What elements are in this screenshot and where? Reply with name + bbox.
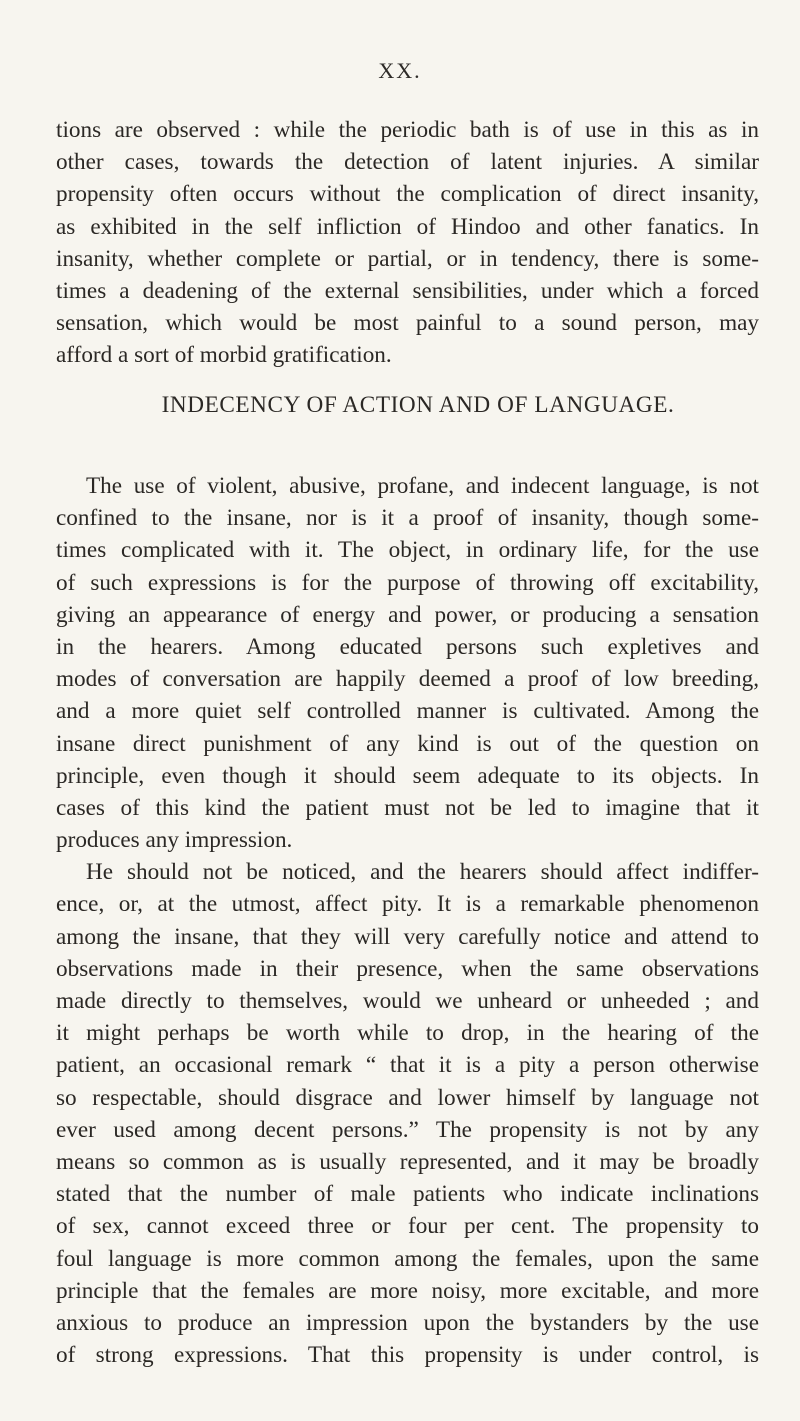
text-line: insanity, whether complete or partial, or in tendency, there is some- bbox=[56, 245, 759, 272]
paragraph-indecent-language bbox=[56, 470, 759, 856]
text-line: and a more quiet self controlled manner is cultivated. Among the bbox=[56, 698, 759, 725]
text-line: cases of this kind the patient must not be led to imagine that it bbox=[56, 794, 759, 821]
text-line: times complicated with it. The object, in ordinary life, for the use bbox=[56, 537, 759, 564]
text-line: as exhibited in the self infliction of Hindoo and other fanatics. In bbox=[56, 213, 759, 240]
text-line: confined to the insane, nor is it a proof of insanity, though some- bbox=[56, 505, 759, 532]
text-line: times a deadening of the external sensibilities, under which a forced bbox=[56, 277, 759, 304]
text-line: insane direct punishment of any kind is out of the question on bbox=[56, 730, 759, 757]
paragraph-self-infliction bbox=[56, 114, 759, 372]
text-line: ever used among decent persons.” The propensity is not by any bbox=[56, 1116, 759, 1143]
text-line: giving an appearance of energy and power, or producing a sensation bbox=[56, 601, 759, 628]
section-heading: INDECENCY OF ACTION AND OF LANGUAGE. bbox=[161, 392, 675, 418]
text-line: means so common as is usually represented, and it may be broadly bbox=[56, 1148, 759, 1175]
text-line: stated that the number of male patients who indicate inclinations bbox=[56, 1181, 759, 1208]
text-line: of strong expressions. That this propensity is under control, is bbox=[56, 1342, 759, 1369]
text-line: made directly to themselves, would we unheard or unheeded ; and bbox=[56, 988, 759, 1014]
text-line: principle, even though it should seem adequate to its objects. In bbox=[56, 762, 759, 789]
text-line: of sex, cannot exceed three or four per cent. The propensity to bbox=[56, 1213, 759, 1240]
text-line: observations made in their presence, when the same observations bbox=[56, 955, 759, 982]
text-line: foul language is more common among the females, upon the same bbox=[56, 1245, 759, 1272]
text-line: The use of violent, abusive, profane, and indecent language, is not bbox=[86, 473, 759, 499]
text-line: He should not be noticed, and the hearers should affect indiffer- bbox=[86, 859, 759, 886]
text-line: patient, an occasional remark “ that it is a pity a person otherwise bbox=[56, 1052, 759, 1079]
text-line: sensation, which would be most painful to a sound person, may bbox=[56, 310, 759, 337]
paragraph-treatment bbox=[56, 856, 759, 1371]
text-line: in the hearers. Among educated persons such expletives and bbox=[56, 633, 759, 660]
text-line: produces any impression. bbox=[56, 827, 293, 854]
text-line: propensity often occurs without the complication of direct insanity, bbox=[56, 181, 759, 208]
text-line: principle that the females are more noisy, more excitable, and more bbox=[56, 1277, 759, 1304]
text-line: modes of conversation are happily deemed a proof of low breeding, bbox=[56, 666, 759, 693]
text-line: afford a sort of morbid gratification. bbox=[56, 342, 392, 369]
text-line: anxious to produce an impression upon the bystanders by the use bbox=[56, 1309, 759, 1336]
text-line: other cases, towards the detection of latent injuries. A similar bbox=[56, 149, 759, 176]
text-line: of such expressions is for the purpose of throwing off excitability, bbox=[56, 569, 759, 596]
section-body bbox=[56, 470, 759, 1371]
text-line: among the insane, that they will very carefully notice and attend to bbox=[56, 923, 759, 950]
page-number: XX. bbox=[378, 58, 422, 83]
text-line: tions are observed : while the periodic bath is of use in this as in bbox=[56, 117, 759, 143]
text-line: so respectable, should disgrace and lower himself by language not bbox=[56, 1084, 759, 1111]
text-line: ence, or, at the utmost, affect pity. It is a remarkable phenomenon bbox=[56, 891, 759, 918]
text-line: it might perhaps be worth while to drop, in the hearing of the bbox=[56, 1020, 759, 1047]
